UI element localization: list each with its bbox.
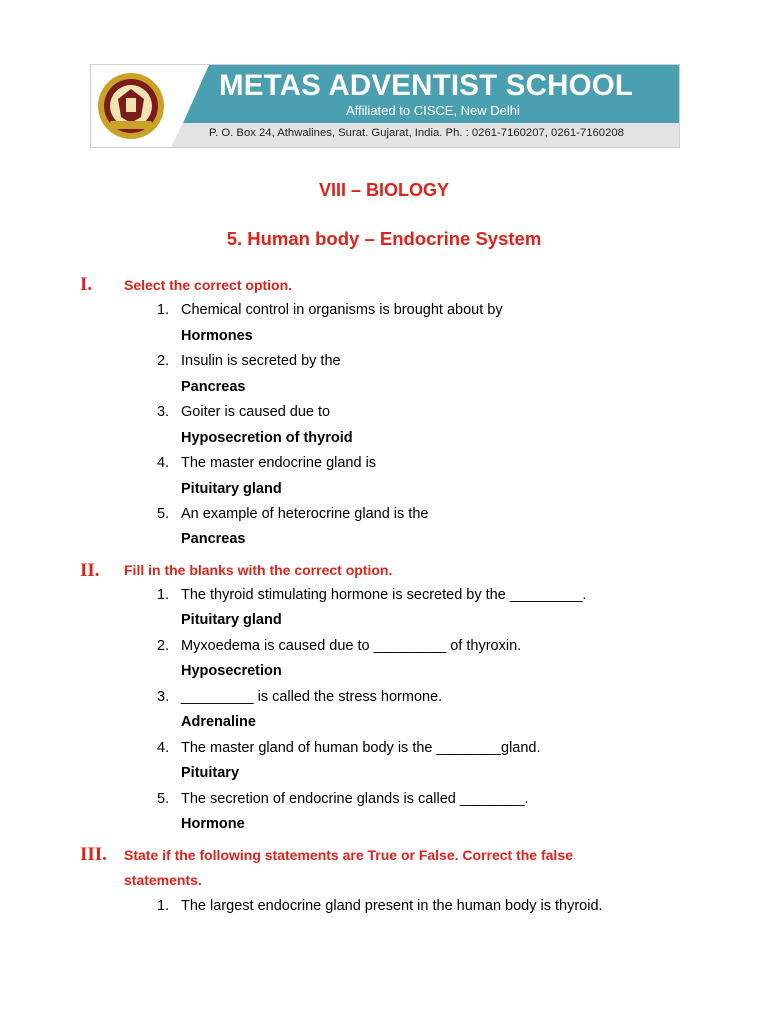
- question-text: Chemical control in organisms is brought about by: [181, 302, 503, 318]
- question-text: Goiter is caused due to: [181, 404, 331, 420]
- question-number: 2.: [157, 638, 170, 654]
- question-item: [157, 689, 677, 705]
- answer-text: Hormone: [181, 816, 245, 832]
- question-text: The largest endocrine gland present in the human body is thyroid.: [181, 898, 603, 914]
- question-item: [157, 302, 677, 318]
- question-item: [157, 455, 677, 471]
- question-number: 1.: [157, 587, 170, 603]
- section-2-heading: Fill in the blanks with the correct option.: [124, 562, 393, 578]
- question-item: [157, 740, 677, 756]
- question-text: The secretion of endocrine glands is called ________.: [181, 791, 529, 807]
- answer-text: Hyposecretion: [181, 663, 282, 679]
- question-item: [157, 898, 677, 914]
- question-item: [157, 791, 677, 807]
- question-item: [157, 587, 677, 603]
- section-3-numeral: III.: [80, 844, 107, 865]
- question-item: [157, 506, 677, 522]
- school-crest-icon: [96, 71, 166, 141]
- question-number: 3.: [157, 689, 170, 705]
- section-1-numeral: I.: [80, 274, 93, 295]
- school-banner: [90, 64, 680, 148]
- school-address: P. O. Box 24, Athwalines, Surat. Gujarat, India. Ph. : 0261-7160207, 0261-7160208: [209, 127, 624, 139]
- question-number: 1.: [157, 898, 170, 914]
- answer-text: Pituitary: [181, 765, 240, 781]
- answer-text: Pituitary gland: [181, 612, 282, 628]
- school-affiliation: Affiliated to CISCE, New Delhi: [346, 103, 520, 118]
- answer-text: Hyposecretion of thyroid: [181, 430, 353, 446]
- answer-text: Pancreas: [181, 531, 246, 547]
- question-number: 1.: [157, 302, 170, 318]
- question-text: _________ is called the stress hormone.: [181, 689, 443, 705]
- question-number: 3.: [157, 404, 170, 420]
- question-text: Myxoedema is caused due to _________ of thyroxin.: [181, 638, 522, 654]
- question-item: [157, 638, 677, 654]
- question-text: Insulin is secreted by the: [181, 353, 341, 369]
- question-text: The master endocrine gland is: [181, 455, 377, 471]
- answer-text: Adrenaline: [181, 714, 256, 730]
- grade-title: VIII – BIOLOGY: [318, 180, 450, 200]
- section-3-heading: State if the following statements are True or False. Correct the false statements.: [124, 847, 573, 888]
- question-item: [157, 404, 677, 420]
- section-2-numeral: II.: [80, 560, 100, 581]
- school-name: METAS ADVENTIST SCHOOL: [219, 69, 634, 102]
- chapter-title: 5. Human body – Endocrine System: [226, 228, 542, 249]
- answer-text: Pancreas: [181, 379, 246, 395]
- question-number: 4.: [157, 740, 170, 756]
- question-text: The master gland of human body is the ________gland.: [181, 740, 541, 756]
- answer-text: Pituitary gland: [181, 481, 282, 497]
- question-number: 5.: [157, 791, 170, 807]
- question-number: 2.: [157, 353, 170, 369]
- question-text: An example of heterocrine gland is the: [181, 506, 429, 522]
- question-number: 5.: [157, 506, 170, 522]
- question-item: [157, 353, 677, 369]
- answer-text: Hormones: [181, 328, 253, 344]
- section-1-heading: Select the correct option.: [124, 277, 293, 293]
- question-text: The thyroid stimulating hormone is secreted by the _________.: [181, 587, 587, 603]
- question-number: 4.: [157, 455, 170, 471]
